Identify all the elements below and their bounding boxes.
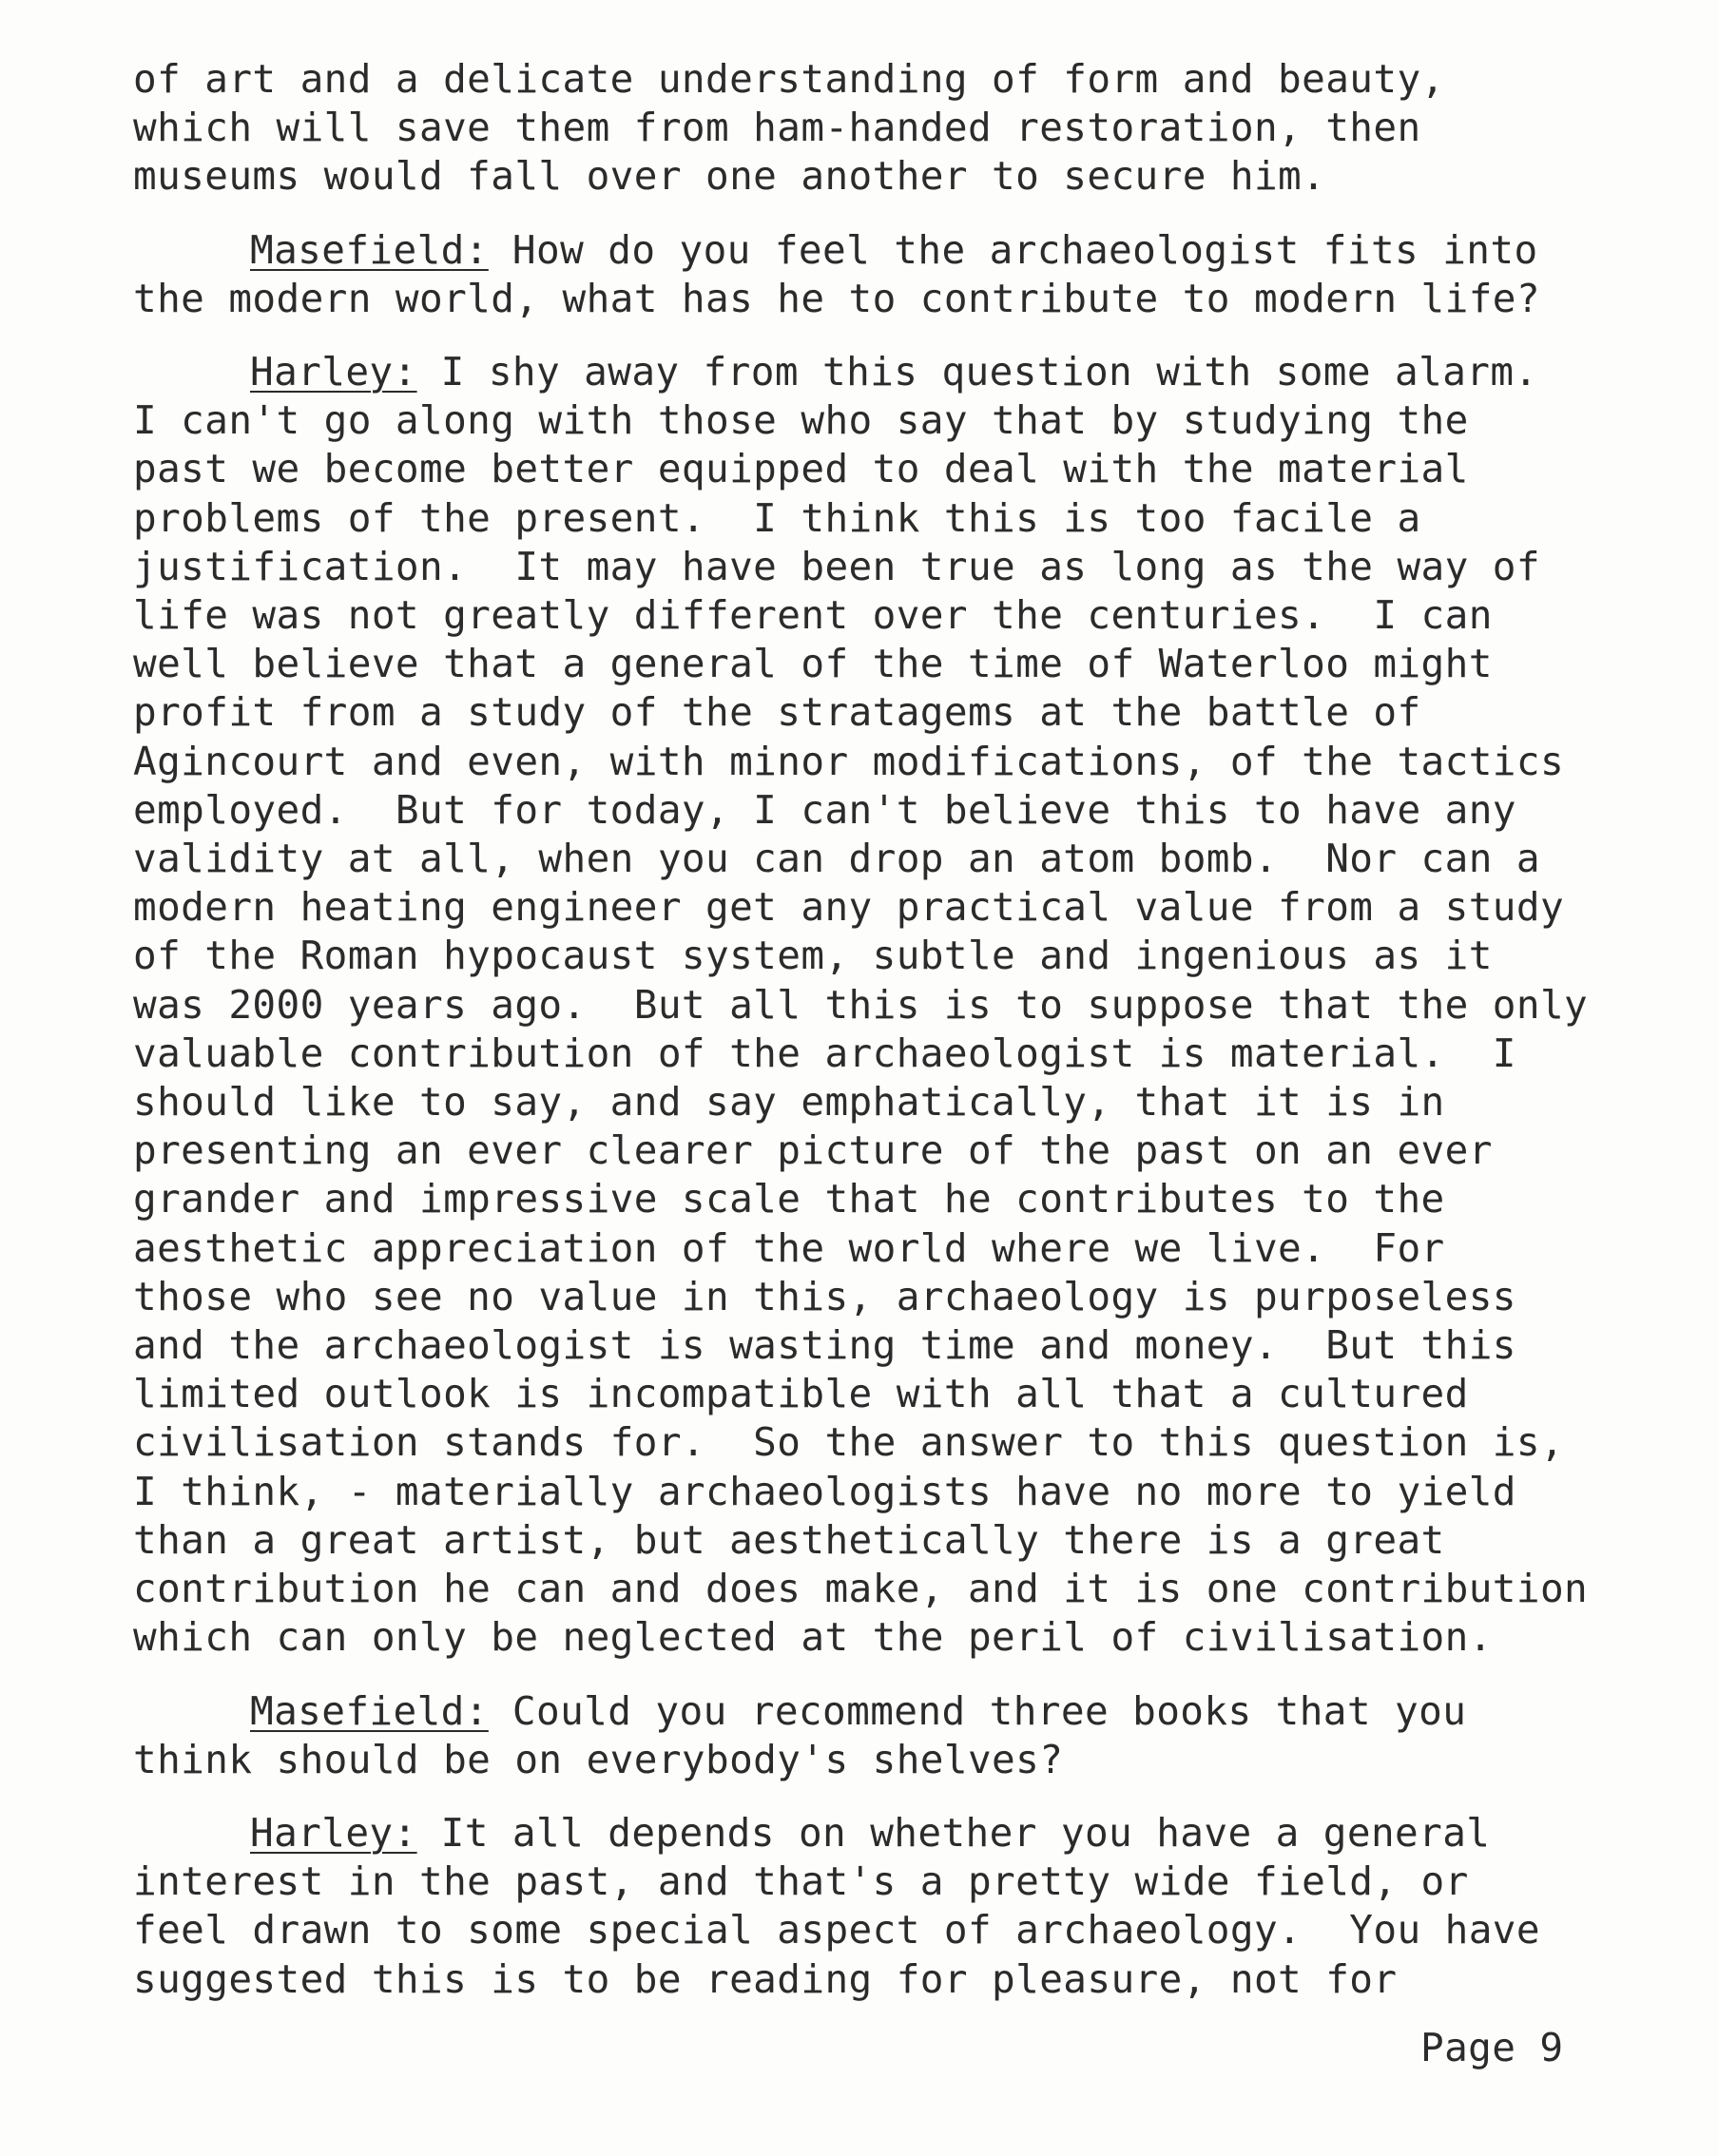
text-line: employed. But for today, I can't believe this to have any bbox=[133, 786, 1516, 833]
text-line: civilisation stands for. So the answer to this question is, bbox=[133, 1419, 1565, 1466]
paragraph bbox=[133, 348, 1597, 1662]
text-line: the modern world, what has he to contribute to modern life? bbox=[133, 275, 1540, 321]
speaker-name: Masefield: bbox=[250, 1687, 489, 1734]
line-text: How do you feel the archaeologist fits into bbox=[488, 226, 1538, 273]
text-line: validity at all, when you can drop an atom bomb. Nor can a bbox=[133, 836, 1540, 882]
text-line: life was not greatly different over the centuries. I can bbox=[133, 592, 1493, 639]
paragraph-gap bbox=[133, 323, 1597, 348]
text-line: feel drawn to some special aspect of archaeology. You have bbox=[133, 1907, 1540, 1954]
paragraph-first-line bbox=[133, 348, 1597, 396]
paragraph-gap bbox=[133, 1663, 1597, 1687]
text-line: of the Roman hypocaust system, subtle and ingenious as it bbox=[133, 933, 1493, 979]
text-line: I can't go along with those who say that by studying the bbox=[133, 397, 1469, 444]
speaker-name: Masefield: bbox=[250, 226, 489, 273]
text-line: suggested this is to be reading for pleasure, not for bbox=[133, 1955, 1398, 2002]
speaker-name: Harley: bbox=[250, 349, 417, 395]
text-line: which will save them from ham-handed restoration, then bbox=[133, 105, 1421, 151]
text-line: problems of the present. I think this is too facile a bbox=[133, 494, 1421, 541]
text-line: and the archaeologist is wasting time and money. But this bbox=[133, 1322, 1516, 1369]
paragraph-gap bbox=[133, 1784, 1597, 1809]
paragraph-gap bbox=[133, 202, 1597, 226]
line-text: of art and a delicate understanding of form and beauty, bbox=[133, 56, 1445, 102]
paragraph bbox=[133, 1687, 1597, 1784]
text-line: profit from a study of the stratagems at the battle of bbox=[133, 689, 1421, 736]
text-line: contribution he can and does make, and it is one contribution bbox=[133, 1566, 1589, 1612]
speaker-name: Harley: bbox=[250, 1809, 417, 1856]
paragraph bbox=[133, 1809, 1597, 2004]
text-line: Agincourt and even, with minor modifications, of the tactics bbox=[133, 738, 1565, 784]
text-line: was 2000 years ago. But all this is to suppose that the only bbox=[133, 981, 1589, 1028]
text-line: think should be on everybody's shelves? bbox=[133, 1736, 1064, 1782]
paragraph bbox=[133, 55, 1597, 202]
text-line: aesthetic appreciation of the world where we live. For bbox=[133, 1224, 1445, 1271]
interview-text bbox=[133, 55, 1597, 2004]
paragraph bbox=[133, 226, 1597, 323]
line-text: I shy away from this question with some alarm. bbox=[416, 349, 1538, 395]
line-text: It all depends on whether you have a general bbox=[416, 1809, 1491, 1856]
paragraph-first-line bbox=[133, 55, 1597, 104]
paragraph-first-line bbox=[133, 1687, 1597, 1736]
text-line: justification. It may have been true as long as the way of bbox=[133, 543, 1540, 589]
text-line: those who see no value in this, archaeology is purposeless bbox=[133, 1273, 1516, 1319]
text-line: valuable contribution of the archaeologist is material. I bbox=[133, 1030, 1516, 1076]
text-line: grander and impressive scale that he contributes to the bbox=[133, 1176, 1445, 1222]
paragraph-first-line bbox=[133, 1809, 1597, 1858]
text-line: museums would fall over one another to secure him. bbox=[133, 153, 1326, 200]
text-line: than a great artist, but aesthetically there is a great bbox=[133, 1516, 1445, 1563]
text-line: modern heating engineer get any practical value from a study bbox=[133, 884, 1565, 931]
text-line: I think, - materially archaeologists have no more to yield bbox=[133, 1468, 1516, 1514]
text-line: interest in the past, and that's a pretty wide field, or bbox=[133, 1858, 1469, 1905]
text-line: presenting an ever clearer picture of the past on an ever bbox=[133, 1127, 1493, 1174]
text-line: well believe that a general of the time of Waterloo might bbox=[133, 641, 1493, 687]
text-line: should like to say, and say emphatically, that it is in bbox=[133, 1079, 1445, 1126]
page-number: Page 9 bbox=[1420, 2025, 1564, 2070]
text-line: past we become better equipped to deal with the material bbox=[133, 446, 1469, 492]
text-line: limited outlook is incompatible with all that a cultured bbox=[133, 1371, 1469, 1417]
paragraph-first-line bbox=[133, 226, 1597, 275]
text-line: which can only be neglected at the peril of civilisation. bbox=[133, 1614, 1493, 1661]
line-text: Could you recommend three books that you bbox=[488, 1687, 1467, 1734]
